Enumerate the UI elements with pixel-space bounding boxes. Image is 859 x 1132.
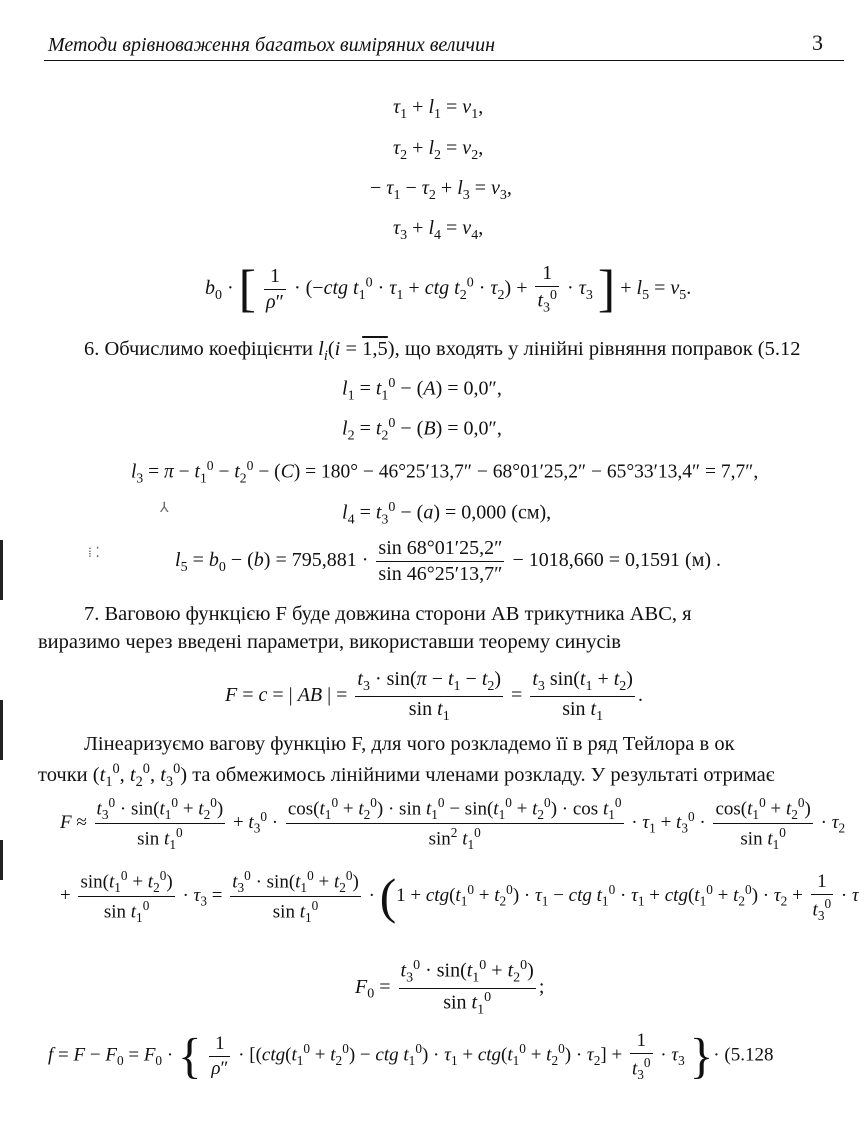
equation-2: $\tau_2 + l_2 = v_2$, xyxy=(393,137,484,163)
paragraph-8-text-b: та обмежимось лінійними членами розкладу. У результаті отримає xyxy=(192,763,775,786)
l5-numerator: sin 68°01′25,2″ xyxy=(378,537,503,559)
l2-value: = 0,0″, xyxy=(447,417,502,440)
equation-F-approx-cont: + $\frac{\sin(t_1^0 + t_2^0)}{\sin t_1^0}$ · $\tau_3$ = $\frac{t_3^0 \cdot \sin(t_1^0 + t_2^0)}{\sin t_1^0}$ · ($1 + ctg(t_1^0 + t_2^0) \cdot \tau_1$ − ctg $t_1^0 \cdot \tau_1 + ctg(t_1^0 + t_2^0) \cdot \tau_2$ + $\frac{1}{t_3^0}$ · τ xyxy=(60,868,859,926)
paragraph-8-text-a: точки xyxy=(38,763,88,786)
header-rule xyxy=(44,60,844,61)
equation-1: $\tau_1 + l_1 = v_1$, xyxy=(393,96,484,122)
paragraph-7-line1: 7. Ваговою функцією F буде довжина сторони AB трикутника ABC, я xyxy=(84,603,692,625)
paragraph-8-line2: точки ($t_1^0$, $t_2^0$, $t_3^0$) та обмежимось лінійними членами розкладу. У результаті отримає xyxy=(38,761,775,790)
equation-5: $b_0$ · [ $\frac{1}{\rho''}$ · (−ctg $t_1^0 \cdot \tau_1$ + ctg $t_2^0 \cdot \tau_2$) + $\frac{1}{t_3^0}$ · $\tau_3$ ] + $l_5 = v_5$. xyxy=(205,260,692,318)
equation-F: F = c = | AB | = $\frac{t_3 \cdot \sin(\pi - t_1 - t_2)}{\sin t_1}$ = $\frac{t_3 \sin(t_1 + t_2)}{\sin t_1}$ . xyxy=(225,668,643,724)
l4-value: = 0,000 (см), xyxy=(445,501,552,524)
paragraph-6: 6. Обчислимо коефіцієнти $l_i(i = 1,5)$, що входять у лінійні рівняння поправок (5.12 xyxy=(84,338,801,365)
equation-F-approx: F ≈ $\frac{t_3^0 \cdot \sin(t_1^0 + t_2^0)}{\sin t_1^0}$ + $t_3^0$ · $\frac{\cos(t_1^0 + t_2^0) \cdot \sin t_1^0 - \sin(t_1^0 + t_2^0) \cdot \cos t_1^0}{\sin^2 t_1^0}$ · $\tau_1 + t_3^0$ · $\frac{\cos(t_1^0 + t_2^0)}{\sin t_1^0}$ · $\tau_2$ xyxy=(60,795,846,853)
equation-l1: $l_1 = t_1^0 - (A) = 0,0''$, xyxy=(342,376,502,404)
ink-speck: ⁞ ⁚ xyxy=(88,546,100,561)
margin-mark xyxy=(0,840,3,880)
l1-value: = 0,0″, xyxy=(447,377,502,400)
equation-F0: $F_0$ = $\frac{t_3^0 \cdot \sin(t_1^0 + t_2^0)}{\sin t_1^0}$ ; xyxy=(355,958,545,1018)
equation-l2: $l_2 = t_2^0 - (B) = 0,0''$, xyxy=(342,416,502,444)
equation-l5: $l_5 = b_0 - (b) = 795,881$ · $\frac{\sin 68^\circ 01'25,2''}{\sin 46^\circ 25'13,7''}$ − 1018,660 = 0,1591 (м) . xyxy=(175,537,722,585)
paragraph-6-tail: , що входять у лінійні рівняння поправок (5.12 xyxy=(394,338,801,360)
equation-4: $\tau_3 + l_4 = v_4$, xyxy=(393,217,484,243)
l5-denominator: sin 46°25′13,7″ xyxy=(378,563,503,585)
equation-f: $f = F - F_0 = F_0$ · { $\frac{1}{\rho''}$ · [($ctg(t_1^0 + t_2^0)$ − ctg $t_1^0) \cdot \tau_1 + ctg(t_1^0 + t_2^0) \cdot \tau_2$] + $\frac{1}{t_3^0}$ · $\tau_3$ }· (5.128 xyxy=(48,1028,774,1084)
ink-speck: ⅄ xyxy=(160,501,169,516)
paragraph-7-line2: виразимо через введені параметри, використавши теорему синусів xyxy=(38,631,621,653)
margin-mark xyxy=(0,700,3,760)
l5-prefix: = 795,881 · xyxy=(275,549,369,572)
equation-3: − $\tau_1 - \tau_2 + l_3 = v_3$, xyxy=(370,177,512,203)
equation-number: (5.128 xyxy=(724,1044,774,1066)
header-title: Методи врівноваження багатьох виміряних величин xyxy=(48,34,495,56)
margin-mark xyxy=(0,540,3,600)
paragraph-6-text: 6. Обчислимо коефіцієнти xyxy=(84,338,313,360)
paragraph-8-line1: Лінеаризуємо вагову функцію F, для чого розкладемо її в ряд Тейлора в ок xyxy=(84,733,735,755)
equation-l3: $l_3 = \pi - t_1^0 - t_2^0 - (C) = 180^\circ - 46^\circ 25'13,7'' - 68^\circ 01'25,2'' - 65^\circ 33'13,4'' = 7,7''$, xyxy=(131,458,759,486)
l5-result: − 1018,660 = 0,1591 (м) . xyxy=(512,549,722,572)
l3-value: = 180° − 46°25′13,7″ − 68°01′25,2″ − 65°33′13,4″ = 7,7″, xyxy=(305,461,759,483)
equation-l4: $l_4 = t_3^0 - (a) = 0,000$ (см), xyxy=(342,500,552,528)
running-header xyxy=(48,30,848,60)
page-number: 3 xyxy=(812,30,823,55)
